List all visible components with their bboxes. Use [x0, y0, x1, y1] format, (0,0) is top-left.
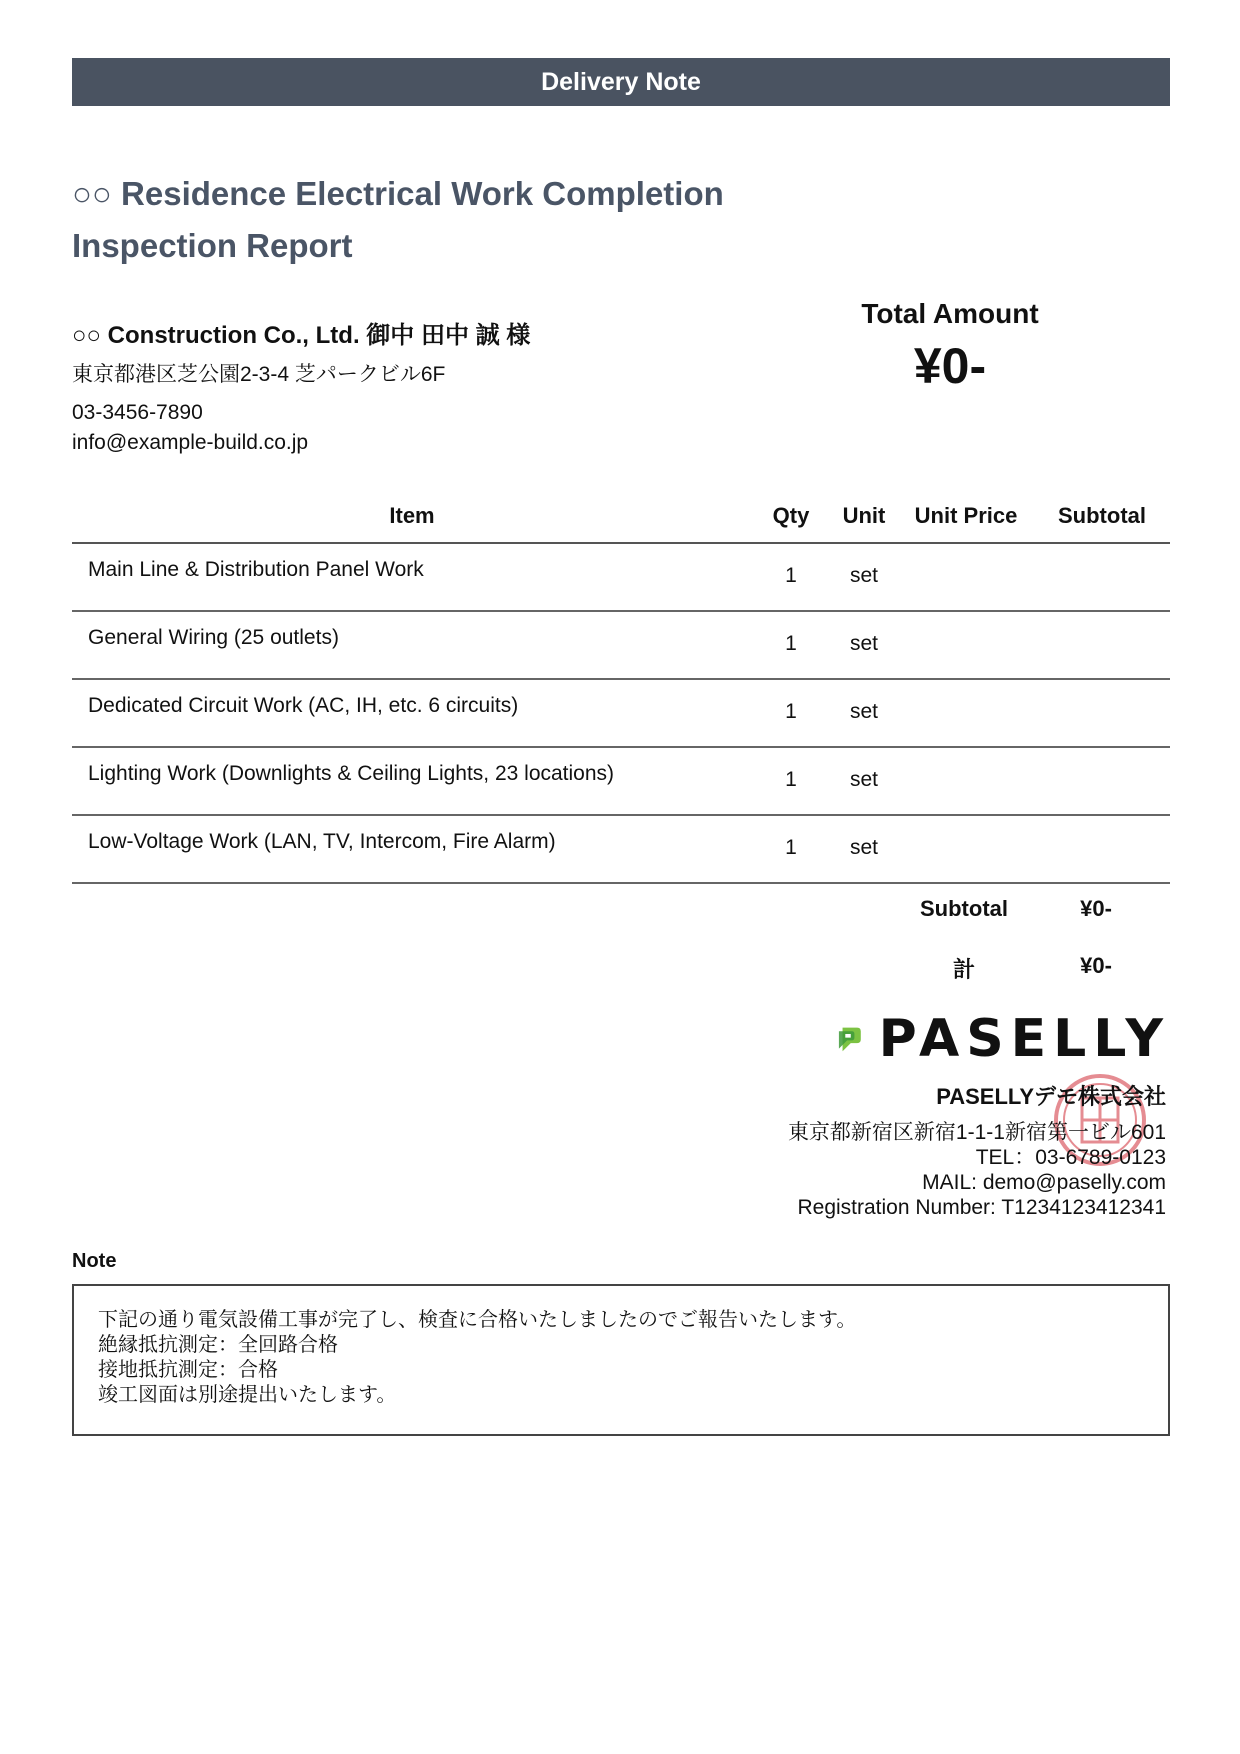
- row-subtotal: [1034, 544, 1170, 610]
- document-title: [72, 168, 792, 272]
- note-line: 竣工図面は別途提出いたします。: [98, 1384, 397, 1406]
- note-line: 接地抵抗測定：合格: [98, 1359, 278, 1381]
- client-name: ○○ Construction Co., Ltd. 御中 田中 誠 様: [72, 322, 531, 349]
- note-label: Note: [72, 1250, 117, 1272]
- grand-total-value: ¥0-: [1080, 953, 1112, 978]
- title-line-2: Inspection Report: [72, 227, 353, 264]
- row-qty: 1: [785, 836, 797, 859]
- row-item: Main Line & Distribution Panel Work: [88, 558, 424, 581]
- row-unit-price: [898, 680, 1034, 746]
- grand-total-line: [894, 953, 1158, 984]
- header-subtotal: Subtotal: [1058, 503, 1146, 528]
- row-subtotal: [1034, 816, 1170, 882]
- table-row: [72, 612, 1170, 680]
- row-subtotal: [1034, 612, 1170, 678]
- banner-title: Delivery Note: [541, 67, 701, 96]
- row-qty: 1: [785, 632, 797, 655]
- header-qty: Qty: [772, 503, 810, 528]
- document-type-banner: [72, 58, 1170, 106]
- logo-wordmark: PASELLY: [878, 1009, 1170, 1069]
- subtotal-line: [894, 896, 1158, 922]
- row-unit: set: [849, 632, 878, 655]
- subtotal-label: Subtotal: [920, 896, 1008, 921]
- row-item: Low-Voltage Work (LAN, TV, Intercom, Fire Alarm): [88, 830, 556, 853]
- row-unit: set: [849, 564, 878, 587]
- issuer-block: [700, 1082, 1166, 1220]
- row-unit-price: [898, 612, 1034, 678]
- issuer-name: PASELLYデモ株式会社: [936, 1084, 1166, 1109]
- row-subtotal: [1034, 748, 1170, 814]
- client-address: 東京都港区芝公園2-3-4 芝パークビル6F: [72, 363, 446, 386]
- items-table-header: [72, 490, 1170, 544]
- note-line: 下記の通り電気設備工事が完了し、検査に合格いたしましたのでご報告いたします。: [98, 1309, 857, 1331]
- issuer-mail: MAIL: demo@paselly.com: [922, 1171, 1166, 1194]
- client-phone: 03-3456-7890: [72, 401, 203, 424]
- row-item: Lighting Work (Downlights & Ceiling Lights, 23 locations): [88, 762, 615, 785]
- row-unit: set: [849, 768, 878, 791]
- total-amount-box: [820, 296, 1080, 398]
- paselly-logo-icon: [838, 1010, 863, 1068]
- table-row: [72, 816, 1170, 884]
- company-logo: [838, 1008, 1170, 1070]
- total-amount-value: ¥0-: [913, 338, 987, 394]
- row-qty: 1: [785, 564, 797, 587]
- row-item: Dedicated Circuit Work (AC, IH, etc. 6 circuits): [88, 694, 519, 717]
- issuer-registration: Registration Number: T1234123412341: [797, 1196, 1166, 1219]
- row-unit-price: [898, 816, 1034, 882]
- table-row: [72, 544, 1170, 612]
- table-row: [72, 748, 1170, 816]
- header-item: Item: [389, 503, 435, 528]
- note-box: [72, 1284, 1170, 1436]
- row-item: General Wiring (25 outlets): [88, 626, 339, 649]
- issuer-address: 東京都新宿区新宿1-1-1新宿第一ビル601: [787, 1121, 1166, 1144]
- header-unit: Unit: [842, 503, 886, 528]
- row-qty: 1: [785, 700, 797, 723]
- row-unit-price: [898, 544, 1034, 610]
- total-amount-label: Total Amount: [861, 298, 1039, 329]
- row-unit: set: [849, 836, 878, 859]
- grand-total-label: 計: [952, 957, 975, 982]
- title-line-1: ○○ Residence Electrical Work Completion: [72, 175, 724, 212]
- row-unit-price: [898, 748, 1034, 814]
- client-email: info@example-build.co.jp: [72, 431, 309, 454]
- header-unit-price: Unit Price: [914, 503, 1018, 528]
- items-table: [72, 490, 1170, 884]
- subtotal-value: ¥0-: [1080, 896, 1112, 921]
- issuer-tel: TEL：03-6789-0123: [975, 1146, 1166, 1169]
- row-unit: set: [849, 700, 878, 723]
- table-row: [72, 680, 1170, 748]
- row-subtotal: [1034, 680, 1170, 746]
- client-block: [72, 318, 712, 456]
- note-line: 絶縁抵抗測定：全回路合格: [98, 1334, 338, 1356]
- row-qty: 1: [785, 768, 797, 791]
